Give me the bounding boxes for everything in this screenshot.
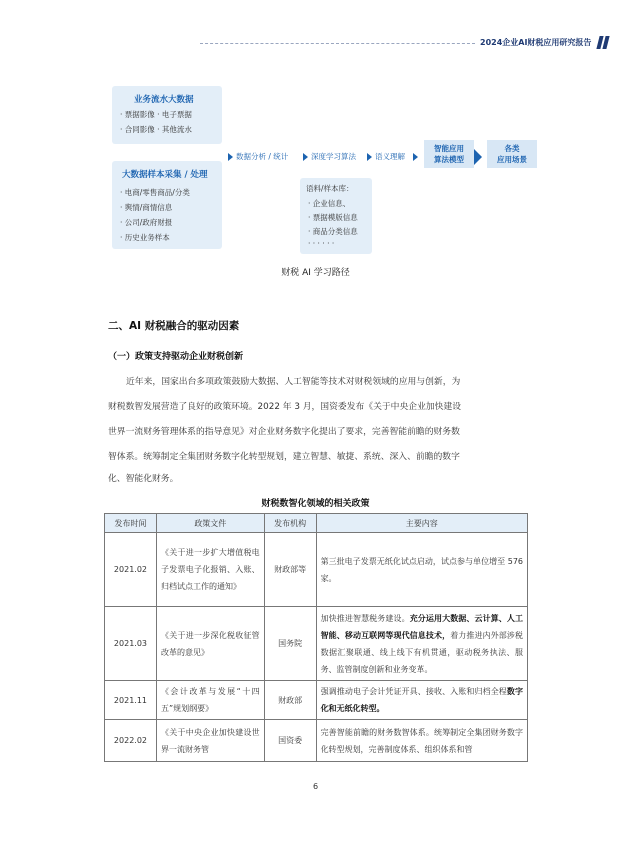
content-cell [316,533,527,607]
table-row [105,720,528,762]
date-cell: 2021.03 [105,607,157,681]
content-bold-text: 数字化和无纸化转型。 [320,687,524,713]
paragraph-line: 世界一流财务管理体系的指导意见》对企业财务数字化提出了要求，完善智能前瞻的财务数 [108,427,460,437]
table-row [105,533,528,607]
header-divider [200,43,475,44]
stage-label: 语义理解 [375,152,405,161]
model-tag [424,140,474,168]
stage-label: 深度学习算法 [311,152,356,161]
content-bold-text: 充分运用大数据、云计算、人工智能、移动互联网等现代信息技术， [320,613,524,640]
content-cell [316,681,527,720]
organization-cell: 国资委 [264,720,316,762]
stage-label: 数据分析 / 统计 [236,152,289,161]
chevron-right-icon [474,149,482,165]
paragraph-line: 智体系。统筹制定全集团财务数字化转型规划，建立智慧、敏捷、系统、深入、前瞻的数字 [108,452,460,462]
organization-cell: 国务院 [264,607,316,681]
tag-line: 智能应用 [434,144,464,153]
box-item: · 电商/零售商品/分类 [120,188,190,197]
column-header: 主要内容 [316,514,527,533]
content-cell [316,607,527,681]
content-text: 强调推动电子会计凭证开具、接收、入账和归档全程 [320,687,507,696]
content-cell [316,720,527,762]
box-item: · 舆情/商情信息 [120,203,173,212]
date-cell: 2021.11 [105,681,157,720]
arrow-icon [228,153,233,161]
page-number: 6 [312,782,319,791]
report-title: 2024企业AI财税应用研究报告 [480,38,592,47]
paragraph-line: 近年来，国家出台多项政策鼓励大数据、人工智能等技术对财税领域的应用与创新，为 [126,377,461,387]
paragraph-line: 财税数智发展营造了良好的政策环境。2022 年 3 月，国资委发布《关于中央企业加快建设 [108,402,462,412]
section-heading: 二、AI 财税融合的驱动因素 [108,320,240,332]
table-row [105,607,528,681]
tag-line: 应用场景 [497,155,527,164]
scenario-tag [487,140,537,168]
document-cell: 《会计改革与发展“十四五”规划纲要》 [156,681,264,720]
content-text: 第三批电子发票无纸化试点启动，试点参与单位增至 576 家。 [320,556,523,583]
sample-collection-box [112,161,222,249]
box-item: · 企业信息、 [308,199,351,208]
header-accent-bar [602,36,609,49]
date-cell: 2022.02 [105,720,157,762]
box-item: · 合同影像 · 其他流水 [120,125,192,134]
arrow-icon [367,153,372,161]
box-item: · 商品分类信息 [308,227,358,236]
arrow-icon [413,153,418,161]
corpus-box [300,178,372,254]
content-text: 完善智能前瞻的财务数智体系。统筹制定全集团财务数字化转型规划，完善制度体系、组织体系和管 [320,727,523,754]
box-title: 业务流水大数据 [134,95,194,105]
column-header: 发布时间 [105,514,157,533]
box-item: · 票据影像 · 电子票据 [120,110,192,119]
box-item: · 公司/政府财报 [120,218,173,227]
table-header-row [105,514,528,533]
document-cell: 《关于进一步扩大增值税电子发票电子化报销、入账、归档试点工作的通知》 [156,533,264,607]
document-cell: 《关于进一步深化税收征管改革的意见》 [156,607,264,681]
box-title: 语料/样本库： [306,184,354,193]
organization-cell: 财政部 [264,681,316,720]
paragraph-line: 化、智能化财务。 [108,474,179,484]
box-title: 大数据样本采集 / 处理 [122,170,208,180]
content-text: 加快推进智慧税务建设。 [320,613,410,623]
document-cell: 《关于中央企业加快建设世界一流财务管 [156,720,264,762]
column-header: 发布机构 [264,514,316,533]
date-cell: 2021.02 [105,533,157,607]
tag-line: 各类 [504,144,520,153]
business-data-box [112,86,222,144]
tag-line: 算法模型 [434,155,464,164]
box-item: · 票据模版信息 [308,213,358,222]
box-item: · · · · · · [308,239,335,248]
policy-table [104,513,528,762]
figure-caption: 财税 AI 学习路径 [281,268,350,278]
column-header: 政策文件 [156,514,264,533]
table-caption: 财税数智化领域的相关政策 [261,499,370,509]
organization-cell: 财政部等 [264,533,316,607]
subsection-heading: （一）政策支持驱动企业财税创新 [108,352,244,362]
arrow-icon [303,153,308,161]
table-row [105,681,528,720]
box-item: · 历史业务样本 [120,233,170,242]
content-text: 着力推进内外部涉税数据汇聚联通、线上线下有机贯通，驱动税务执法、服务、监管制度创新和业务变革。 [320,630,523,674]
